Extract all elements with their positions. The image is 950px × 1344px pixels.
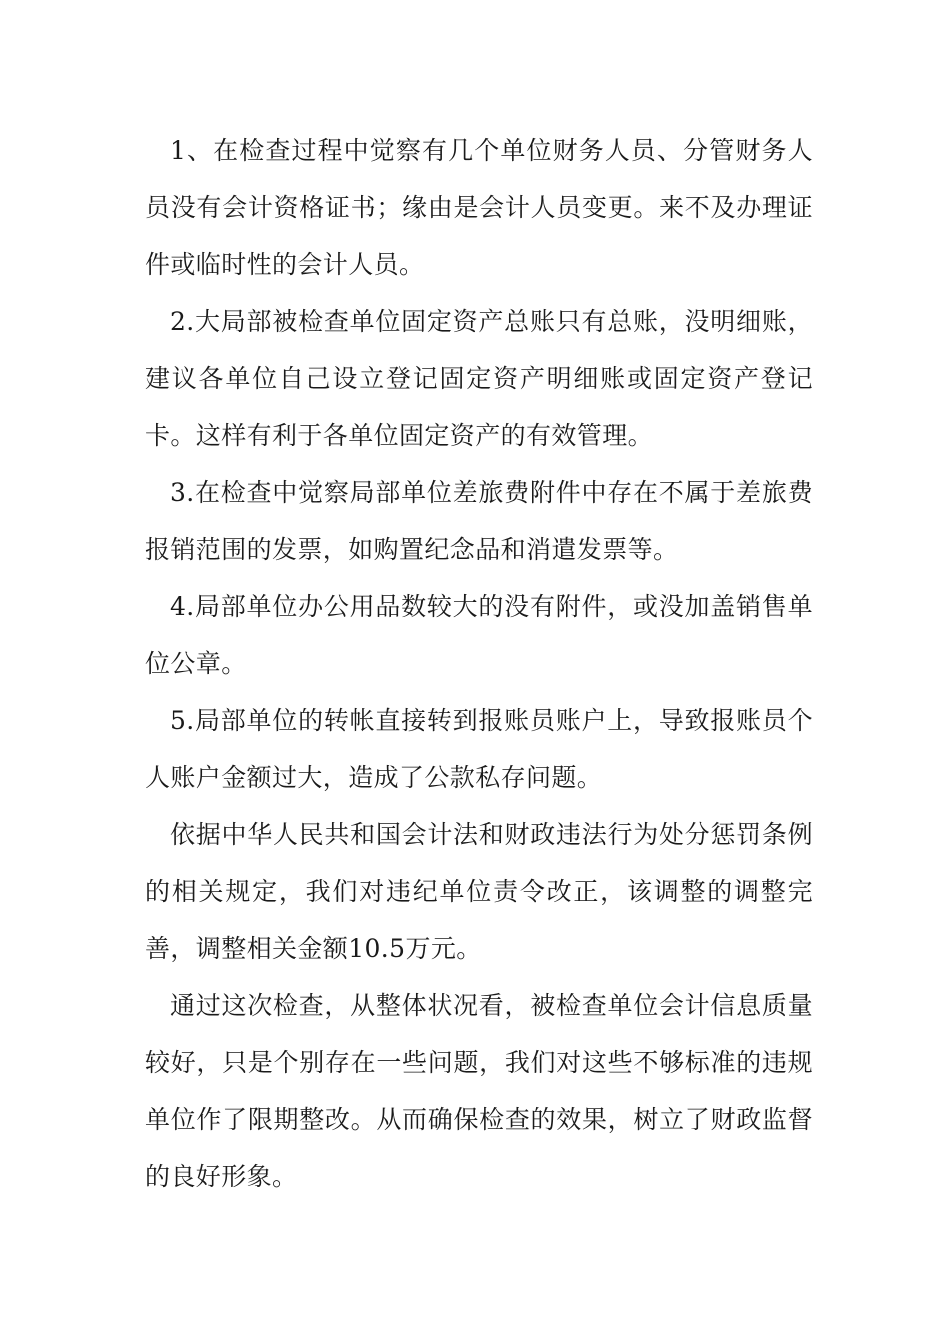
- paragraph-item-1: 1、在检查过程中觉察有几个单位财务人员、分管财务人员没有会计资格证书；缘由是会计人员变更。来不及办理证件或临时性的会计人员。: [145, 136, 813, 279]
- paragraph-item-4: 4.局部单位办公用品数较大的没有附件，或没加盖销售单位公章。: [145, 592, 813, 678]
- document-body: [145, 122, 813, 1205]
- paragraph-legal-basis: 依据中华人民共和国会计法和财政违法行为处分惩罚条例的相关规定，我们对违纪单位责令改正，该调整的调整完善，调整相关金额10.5万元。: [145, 820, 813, 963]
- paragraph-item-2: 2.大局部被检查单位固定资产总账只有总账，没明细账，建议各单位自己设立登记固定资产明细账或固定资产登记卡。这样有利于各单位固定资产的有效管理。: [145, 307, 813, 450]
- paragraph-item-3: 3.在检查中觉察局部单位差旅费附件中存在不属于差旅费报销范围的发票，如购置纪念品和消遣发票等。: [145, 478, 813, 564]
- paragraph-item-5: 5.局部单位的转帐直接转到报账员账户上，导致报账员个人账户金额过大，造成了公款私存问题。: [145, 706, 813, 792]
- paragraph-conclusion: 通过这次检查，从整体状况看，被检查单位会计信息质量较好，只是个别存在一些问题，我们对这些不够标准的违规单位作了限期整改。从而确保检查的效果，树立了财政监督的良好形象。: [145, 991, 813, 1191]
